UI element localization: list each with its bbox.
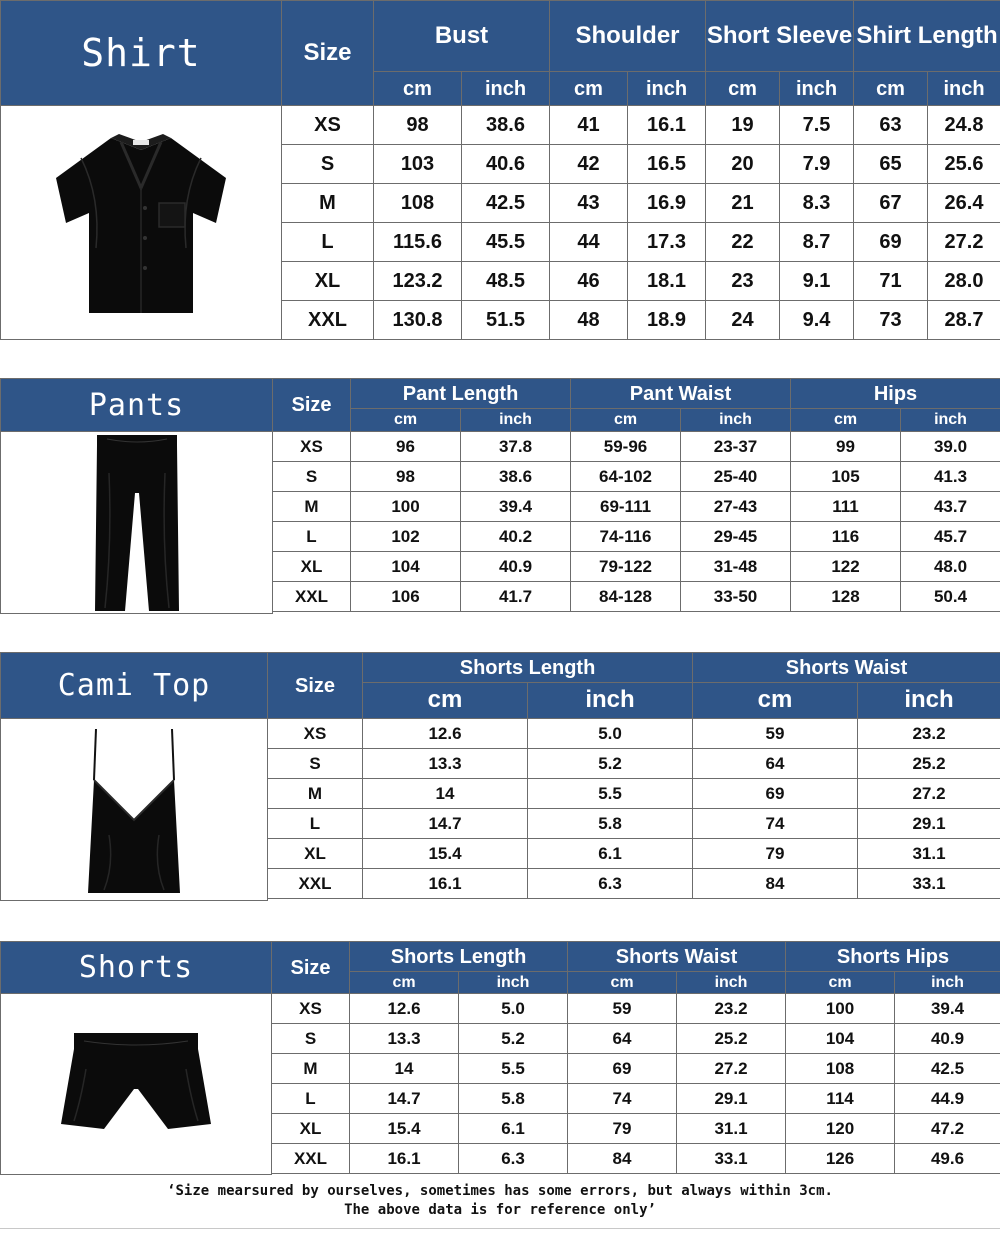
measurement-cell: 48.5 [462, 262, 550, 301]
measurement-cell: 27.2 [928, 223, 1000, 262]
shorts-group-header: Shorts Length [350, 942, 568, 972]
size-cell: S [272, 1024, 350, 1054]
shirt-size-table [281, 0, 1000, 340]
measurement-cell: 79 [568, 1114, 677, 1144]
measurement-cell: 99 [791, 432, 901, 462]
size-cell: M [268, 779, 363, 809]
measurement-cell: 65 [854, 145, 928, 184]
measurement-cell: 23.2 [677, 994, 786, 1024]
measurement-cell: 48.0 [901, 552, 1000, 582]
measurement-cell: 27.2 [677, 1054, 786, 1084]
size-cell: L [282, 223, 374, 262]
measurement-cell: 8.7 [780, 223, 854, 262]
cami-unit-header: cm [363, 683, 528, 719]
measurement-cell: 64 [568, 1024, 677, 1054]
cami-group-header: Shorts Length [363, 653, 693, 683]
table-row [273, 432, 1000, 462]
measurement-cell: 22 [706, 223, 780, 262]
shirt-unit-header: inch [628, 72, 706, 106]
measurement-cell: 41.7 [461, 582, 571, 612]
cami-size-header: Size [268, 653, 363, 719]
shirt-size-header: Size [282, 1, 374, 106]
measurement-cell: 64-102 [571, 462, 681, 492]
shorts-size-table [271, 941, 1000, 1174]
table-row [282, 106, 1000, 145]
table-row [282, 145, 1000, 184]
shorts-unit-header: cm [350, 972, 459, 994]
table-row [268, 839, 1000, 869]
measurement-cell: 9.4 [780, 301, 854, 340]
pants-size-table [272, 378, 1000, 612]
measurement-cell: 50.4 [901, 582, 1000, 612]
table-row [273, 462, 1000, 492]
measurement-cell: 25.2 [677, 1024, 786, 1054]
measurement-cell: 31.1 [858, 839, 1000, 869]
measurement-cell: 69-111 [571, 492, 681, 522]
measurement-cell: 39.4 [895, 994, 1000, 1024]
measurement-cell: 108 [374, 184, 462, 223]
pants-unit-header: inch [681, 409, 791, 432]
measurement-cell: 16.5 [628, 145, 706, 184]
measurement-cell: 71 [854, 262, 928, 301]
measurement-cell: 16.1 [628, 106, 706, 145]
size-cell: M [282, 184, 374, 223]
measurement-cell: 15.4 [363, 839, 528, 869]
size-cell: L [273, 522, 351, 552]
footer-note [0, 1182, 1000, 1220]
measurement-cell: 40.6 [462, 145, 550, 184]
measurement-cell: 42.5 [895, 1054, 1000, 1084]
measurement-cell: 15.4 [350, 1114, 459, 1144]
table-row [272, 1054, 1000, 1084]
measurement-cell: 67 [854, 184, 928, 223]
table-row [272, 1024, 1000, 1054]
measurement-cell: 8.3 [780, 184, 854, 223]
shirt-unit-header: cm [854, 72, 928, 106]
measurement-cell: 25-40 [681, 462, 791, 492]
measurement-cell: 28.0 [928, 262, 1000, 301]
measurement-cell: 100 [786, 994, 895, 1024]
table-row [268, 869, 1000, 899]
measurement-cell: 7.9 [780, 145, 854, 184]
bottom-divider [0, 1228, 1000, 1229]
measurement-cell: 5.5 [528, 779, 693, 809]
pants-unit-header: inch [461, 409, 571, 432]
shorts-unit-header: inch [459, 972, 568, 994]
black-shorts-icon [56, 1029, 216, 1139]
measurement-cell: 28.7 [928, 301, 1000, 340]
shirt-group-header: Short Sleeve [706, 1, 854, 72]
measurement-cell: 33.1 [858, 869, 1000, 899]
measurement-cell: 59 [693, 719, 858, 749]
measurement-cell: 115.6 [374, 223, 462, 262]
measurement-cell: 59-96 [571, 432, 681, 462]
measurement-cell: 69 [568, 1054, 677, 1084]
measurement-cell: 26.4 [928, 184, 1000, 223]
size-cell: XS [272, 994, 350, 1024]
size-cell: XS [273, 432, 351, 462]
shirt-unit-header: inch [928, 72, 1000, 106]
measurement-cell: 43 [550, 184, 628, 223]
shorts-title [0, 941, 272, 994]
size-cell: XL [268, 839, 363, 869]
pants-group-header: Pant Waist [571, 379, 791, 409]
measurement-cell: 102 [351, 522, 461, 552]
measurement-cell: 105 [791, 462, 901, 492]
table-row [282, 262, 1000, 301]
table-row [273, 582, 1000, 612]
size-cell: XS [282, 106, 374, 145]
black-pants-icon [87, 433, 187, 613]
table-row [282, 184, 1000, 223]
size-cell: XL [272, 1114, 350, 1144]
cami-size-table [267, 652, 1000, 899]
measurement-cell: 12.6 [363, 719, 528, 749]
shirt-unit-header: cm [374, 72, 462, 106]
measurement-cell: 29.1 [677, 1084, 786, 1114]
measurement-cell: 79 [693, 839, 858, 869]
pants-title [0, 378, 273, 432]
cami-unit-header: inch [858, 683, 1000, 719]
shirt-unit-header: cm [706, 72, 780, 106]
measurement-cell: 100 [351, 492, 461, 522]
measurement-cell: 98 [374, 106, 462, 145]
table-row [272, 994, 1000, 1024]
shorts-section [0, 941, 1000, 1175]
measurement-cell: 73 [854, 301, 928, 340]
measurement-cell: 18.9 [628, 301, 706, 340]
measurement-cell: 122 [791, 552, 901, 582]
measurement-cell: 37.8 [461, 432, 571, 462]
table-row [268, 779, 1000, 809]
cami-section [0, 652, 1000, 901]
measurement-cell: 23 [706, 262, 780, 301]
measurement-cell: 96 [351, 432, 461, 462]
measurement-cell: 9.1 [780, 262, 854, 301]
size-cell: XL [282, 262, 374, 301]
measurement-cell: 74 [693, 809, 858, 839]
measurement-cell: 104 [351, 552, 461, 582]
measurement-cell: 120 [786, 1114, 895, 1144]
measurement-cell: 5.0 [528, 719, 693, 749]
pants-size-header: Size [273, 379, 351, 432]
measurement-cell: 6.3 [459, 1144, 568, 1174]
shorts-table-body [272, 994, 1000, 1174]
measurement-cell: 64 [693, 749, 858, 779]
size-cell: XS [268, 719, 363, 749]
measurement-cell: 41 [550, 106, 628, 145]
measurement-cell: 84-128 [571, 582, 681, 612]
measurement-cell: 44 [550, 223, 628, 262]
measurement-cell: 74-116 [571, 522, 681, 552]
pants-group-header: Pant Length [351, 379, 571, 409]
measurement-cell: 104 [786, 1024, 895, 1054]
measurement-cell: 38.6 [461, 462, 571, 492]
measurement-cell: 69 [693, 779, 858, 809]
shirt-group-header: Shoulder [550, 1, 706, 72]
measurement-cell: 103 [374, 145, 462, 184]
shorts-image [0, 993, 272, 1175]
pants-unit-header: inch [901, 409, 1000, 432]
measurement-cell: 45.5 [462, 223, 550, 262]
measurement-cell: 6.1 [528, 839, 693, 869]
table-row [282, 223, 1000, 262]
measurement-cell: 12.6 [350, 994, 459, 1024]
measurement-cell: 40.9 [895, 1024, 1000, 1054]
table-row [282, 301, 1000, 340]
shorts-title-text: Shorts [78, 950, 194, 985]
measurement-cell: 47.2 [895, 1114, 1000, 1144]
measurement-cell: 29-45 [681, 522, 791, 552]
measurement-cell: 41.3 [901, 462, 1000, 492]
footer-line-2: The above data is for reference only’ [344, 1202, 656, 1218]
shirt-group-header: Bust [374, 1, 550, 72]
measurement-cell: 14.7 [363, 809, 528, 839]
shirt-unit-header: inch [780, 72, 854, 106]
table-row [273, 552, 1000, 582]
measurement-cell: 84 [693, 869, 858, 899]
measurement-cell: 108 [786, 1054, 895, 1084]
measurement-cell: 128 [791, 582, 901, 612]
measurement-cell: 38.6 [462, 106, 550, 145]
size-cell: XXL [273, 582, 351, 612]
measurement-cell: 5.5 [459, 1054, 568, 1084]
size-cell: L [272, 1084, 350, 1114]
measurement-cell: 6.1 [459, 1114, 568, 1144]
measurement-cell: 106 [351, 582, 461, 612]
measurement-cell: 111 [791, 492, 901, 522]
size-cell: XXL [268, 869, 363, 899]
size-cell: XXL [272, 1144, 350, 1174]
measurement-cell: 31.1 [677, 1114, 786, 1144]
measurement-cell: 40.2 [461, 522, 571, 552]
measurement-cell: 130.8 [374, 301, 462, 340]
size-cell: S [282, 145, 374, 184]
pants-section [0, 378, 1000, 614]
measurement-cell: 49.6 [895, 1144, 1000, 1174]
measurement-cell: 27.2 [858, 779, 1000, 809]
measurement-cell: 23.2 [858, 719, 1000, 749]
measurement-cell: 7.5 [780, 106, 854, 145]
cami-unit-header: cm [693, 683, 858, 719]
table-row [272, 1144, 1000, 1174]
footer-line-1: ‘Size mearsured by ourselves, sometimes has some errors, but always within 3cm. [167, 1183, 833, 1199]
measurement-cell: 27-43 [681, 492, 791, 522]
size-cell: M [272, 1054, 350, 1084]
size-cell: L [268, 809, 363, 839]
measurement-cell: 16.9 [628, 184, 706, 223]
shorts-group-header: Shorts Hips [786, 942, 1000, 972]
size-cell: XL [273, 552, 351, 582]
measurement-cell: 6.3 [528, 869, 693, 899]
measurement-cell: 5.8 [528, 809, 693, 839]
size-cell: S [268, 749, 363, 779]
measurement-cell: 84 [568, 1144, 677, 1174]
measurement-cell: 25.6 [928, 145, 1000, 184]
measurement-cell: 59 [568, 994, 677, 1024]
measurement-cell: 21 [706, 184, 780, 223]
measurement-cell: 48 [550, 301, 628, 340]
pants-unit-header: cm [351, 409, 461, 432]
measurement-cell: 14 [350, 1054, 459, 1084]
table-row [272, 1114, 1000, 1144]
measurement-cell: 13.3 [350, 1024, 459, 1054]
measurement-cell: 5.8 [459, 1084, 568, 1114]
shorts-size-header: Size [272, 942, 350, 994]
pants-group-header: Hips [791, 379, 1000, 409]
measurement-cell: 29.1 [858, 809, 1000, 839]
measurement-cell: 123.2 [374, 262, 462, 301]
measurement-cell: 116 [791, 522, 901, 552]
shirt-title-text: Shirt [81, 31, 201, 75]
shirt-title [0, 0, 282, 106]
measurement-cell: 16.1 [350, 1144, 459, 1174]
cami-unit-header: inch [528, 683, 693, 719]
table-row [272, 1084, 1000, 1114]
measurement-cell: 13.3 [363, 749, 528, 779]
cami-image [0, 718, 268, 901]
measurement-cell: 24 [706, 301, 780, 340]
table-row [268, 749, 1000, 779]
measurement-cell: 43.7 [901, 492, 1000, 522]
table-row [273, 492, 1000, 522]
cami-table-body [268, 719, 1000, 899]
shirt-group-header: Shirt Length [854, 1, 1000, 72]
measurement-cell: 45.7 [901, 522, 1000, 552]
measurement-cell: 79-122 [571, 552, 681, 582]
cami-title [0, 652, 268, 719]
measurement-cell: 14.7 [350, 1084, 459, 1114]
measurement-cell: 114 [786, 1084, 895, 1114]
size-cell: M [273, 492, 351, 522]
black-short-sleeve-shirt-icon [41, 128, 241, 318]
measurement-cell: 16.1 [363, 869, 528, 899]
measurement-cell: 44.9 [895, 1084, 1000, 1114]
measurement-cell: 17.3 [628, 223, 706, 262]
measurement-cell: 24.8 [928, 106, 1000, 145]
shorts-unit-header: inch [677, 972, 786, 994]
measurement-cell: 20 [706, 145, 780, 184]
shorts-group-header: Shorts Waist [568, 942, 786, 972]
shirt-unit-header: inch [462, 72, 550, 106]
shirt-image [0, 105, 282, 340]
measurement-cell: 63 [854, 106, 928, 145]
measurement-cell: 126 [786, 1144, 895, 1174]
measurement-cell: 25.2 [858, 749, 1000, 779]
measurement-cell: 51.5 [462, 301, 550, 340]
shirt-section [0, 0, 1000, 340]
measurement-cell: 18.1 [628, 262, 706, 301]
measurement-cell: 19 [706, 106, 780, 145]
shorts-unit-header: cm [568, 972, 677, 994]
table-row [268, 809, 1000, 839]
cami-group-header: Shorts Waist [693, 653, 1000, 683]
measurement-cell: 31-48 [681, 552, 791, 582]
pants-table-body [273, 432, 1000, 612]
measurement-cell: 69 [854, 223, 928, 262]
measurement-cell: 74 [568, 1084, 677, 1114]
pants-unit-header: cm [791, 409, 901, 432]
measurement-cell: 5.2 [528, 749, 693, 779]
shorts-unit-header: inch [895, 972, 1000, 994]
cami-title-text: Cami Top [57, 668, 211, 703]
measurement-cell: 42.5 [462, 184, 550, 223]
measurement-cell: 40.9 [461, 552, 571, 582]
measurement-cell: 33.1 [677, 1144, 786, 1174]
pants-title-text: Pants [88, 387, 185, 423]
measurement-cell: 23-37 [681, 432, 791, 462]
measurement-cell: 33-50 [681, 582, 791, 612]
measurement-cell: 14 [363, 779, 528, 809]
size-cell: XXL [282, 301, 374, 340]
measurement-cell: 39.4 [461, 492, 571, 522]
table-row [273, 522, 1000, 552]
pants-unit-header: cm [571, 409, 681, 432]
measurement-cell: 39.0 [901, 432, 1000, 462]
table-row [268, 719, 1000, 749]
shirt-unit-header: cm [550, 72, 628, 106]
shorts-unit-header: cm [786, 972, 895, 994]
measurement-cell: 42 [550, 145, 628, 184]
measurement-cell: 46 [550, 262, 628, 301]
pants-image [0, 431, 273, 614]
measurement-cell: 5.0 [459, 994, 568, 1024]
size-cell: S [273, 462, 351, 492]
measurement-cell: 5.2 [459, 1024, 568, 1054]
black-cami-top-icon [74, 725, 194, 895]
measurement-cell: 98 [351, 462, 461, 492]
shirt-table-body [282, 106, 1000, 340]
